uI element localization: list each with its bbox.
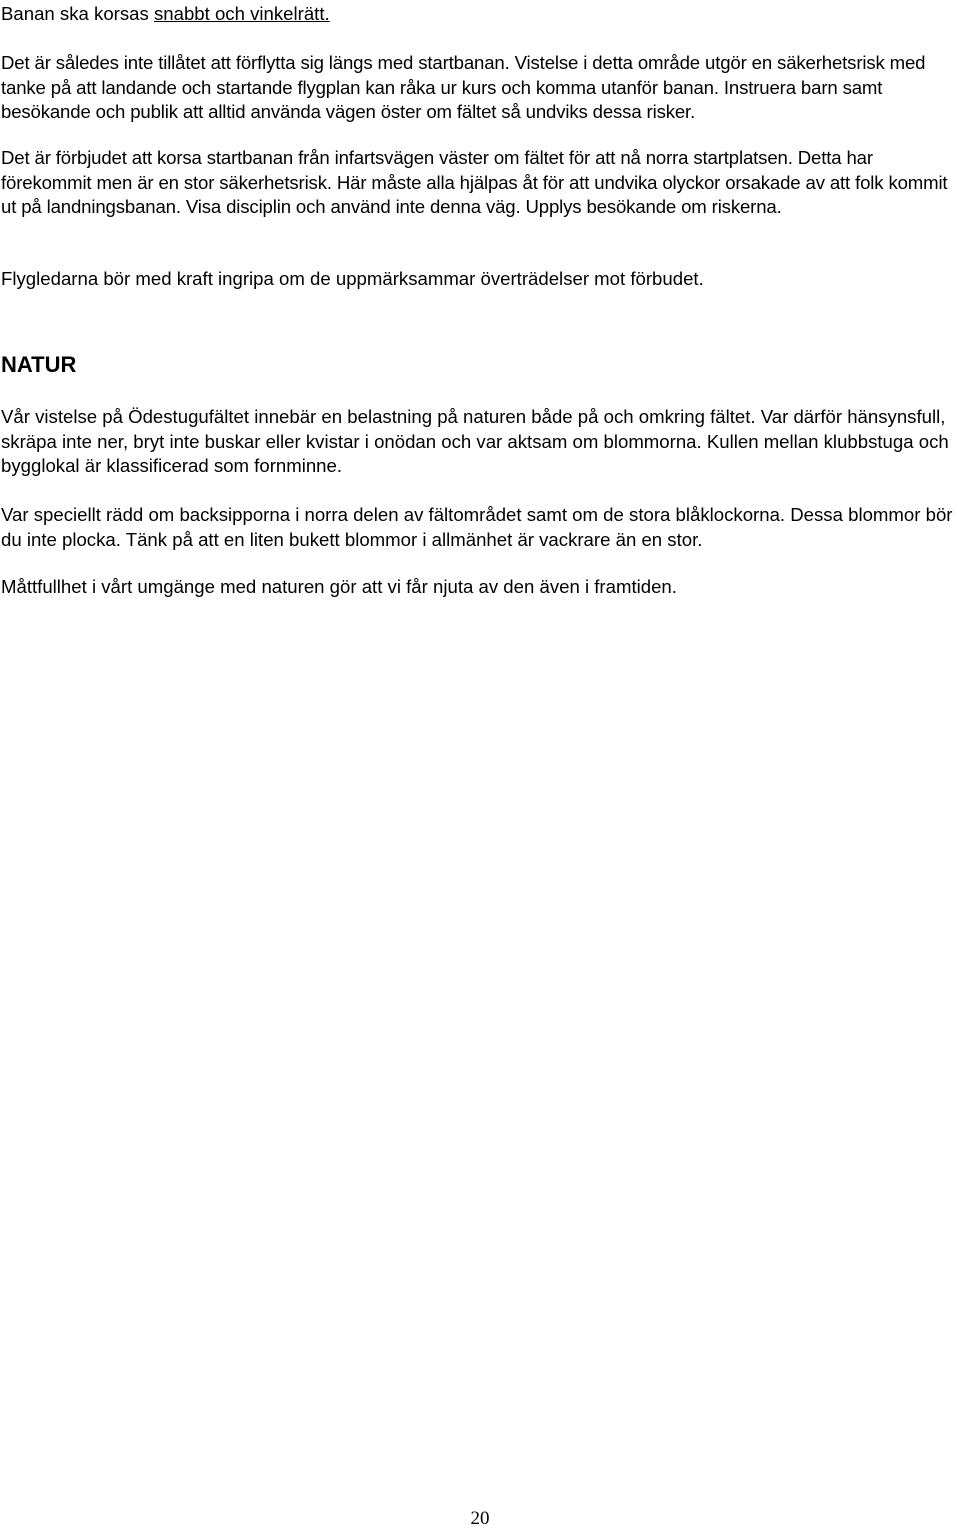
runway-prohibition-paragraph: Det är förbjudet att korsa startbanan från infartsvägen väster om fältet för att nå norra startplatsen. Detta har förekommit men är en stor säkerhetsrisk. Här måste alla hjälpas åt för att undvika olyckor orsakade av att folk kommit ut på landningsbanan. Visa disciplin och använd inte denna väg. Upplys besökande om riskerna. — [1, 147, 948, 218]
runway-crossing-prefix: Banan ska korsas — [1, 3, 154, 24]
natur-paragraph-2: Var speciellt rädd om backsipporna i norra delen av fältområdet samt om de stora blåklockorna. Dessa blommor bör du inte plocka. Tänk på att en liten bukett blommor i allmänhet är vackrare än en stor. — [1, 504, 953, 550]
runway-safety-paragraph: Det är således inte tillåtet att förflytta sig längs med startbanan. Vistelse i detta område utgör en säkerhetsrisk med tanke på att landande och startande flygplan kan råka ur kurs och komma utanför banan. Instruera barn samt besökande och publik att alltid använda vägen öster om fältet så undviks dessa risker. — [1, 52, 926, 123]
natur-paragraph-1: Vår vistelse på Ödestugufältet innebär en belastning på naturen både på och omkring fältet. Var därför hänsynsfull, skräpa inte ner, bryt inte buskar eller kvistar i onödan och var aktsam om blommorna. Kullen mellan klubbstuga och bygglokal är klassificerad som fornminne. — [1, 406, 949, 477]
natur-paragraph-3: Måttfullhet i vårt umgänge med naturen gör att vi får njuta av den även i framtiden. — [1, 576, 677, 597]
section-heading-natur: NATUR — [1, 352, 77, 377]
flight-controller-paragraph: Flygledarna bör med kraft ingripa om de uppmärksammar överträdelser mot förbudet. — [1, 268, 704, 289]
runway-crossing-underlined: snabbt och vinkelrätt. — [153, 3, 330, 24]
runway-crossing-line — [1, 2, 330, 27]
page-number: 20 — [470, 1508, 490, 1529]
